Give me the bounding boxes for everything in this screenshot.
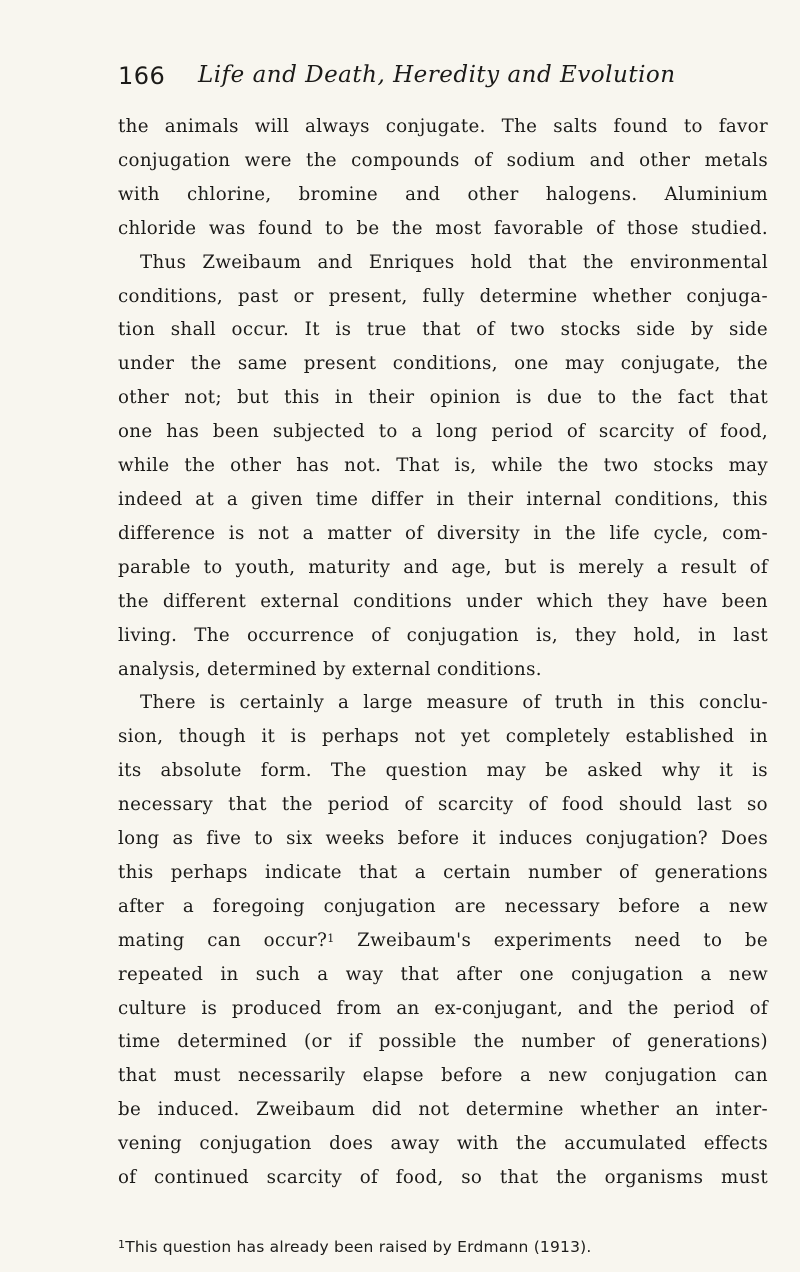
body-text xyxy=(118,110,768,1195)
text-line: vening conjugation does away with the accumulated effects xyxy=(118,1133,768,1155)
text-line: repeated in such a way that after one conjugation a new xyxy=(118,963,768,985)
text-line: There is certainly a large measure of truth in this conclu- xyxy=(140,692,768,714)
text-line: be induced. Zweibaum did not determine whether an inter- xyxy=(118,1099,768,1121)
text-line: with chlorine, bromine and other halogens. Aluminium xyxy=(118,183,768,205)
footnote xyxy=(118,1236,768,1258)
text-line: necessary that the period of scarcity of food should last so xyxy=(118,794,768,816)
running-title: Life and Death, Heredity and Evolution xyxy=(198,62,676,88)
text-line: indeed at a given time differ in their internal conditions, this xyxy=(118,488,768,510)
text-line: long as five to six weeks before it induces conjugation? Does xyxy=(118,828,768,850)
text-line: this perhaps indicate that a certain number of generations xyxy=(118,861,768,883)
text-line: Thus Zweibaum and Enriques hold that the environmental xyxy=(140,251,768,273)
footnote-text: This question has already been raised by Erdmann (1913). xyxy=(125,1238,592,1256)
text-line: conjugation were the compounds of sodium and other metals xyxy=(118,149,768,171)
text-line: other not; but this in their opinion is due to the fact that xyxy=(118,387,768,409)
text-line: conditions, past or present, fully determine whether conjuga- xyxy=(118,285,768,307)
footnote-marker: 1 xyxy=(118,1238,126,1251)
footnote-reference: 1 xyxy=(327,931,335,945)
text-line: its absolute form. The question may be asked why it is xyxy=(118,760,768,782)
text-line: tion shall occur. It is true that of two stocks side by side xyxy=(118,319,768,341)
text-line: under the same present conditions, one may conjugate, the xyxy=(118,353,768,375)
text-line: chloride was found to be the most favorable of those studied. xyxy=(118,217,768,239)
text-line: culture is produced from an ex-conjugant, and the period of xyxy=(118,997,768,1019)
text-line: one has been subjected to a long period of scarcity of food, xyxy=(118,421,768,443)
text-line: that must necessarily elapse before a new conjugation can xyxy=(118,1065,768,1087)
text-fragment: Zweibaum's experiments need to be xyxy=(357,929,768,951)
text-line: living. The occurrence of conjugation is, they hold, in last xyxy=(118,624,768,646)
page-header xyxy=(118,62,678,96)
text-line: difference is not a matter of diversity in the life cycle, com- xyxy=(118,522,768,544)
text-line: the different external conditions under which they have been xyxy=(118,590,768,612)
text-fragment: mating can occur? xyxy=(118,929,328,951)
text-line: sion, though it is perhaps not yet completely established in xyxy=(118,726,768,748)
text-line: analysis, determined by external conditions. xyxy=(118,658,542,680)
text-line: while the other has not. That is, while the two stocks may xyxy=(118,455,768,477)
text-line: after a foregoing conjugation are necessary before a new xyxy=(118,895,768,917)
text-line-with-footnote xyxy=(118,924,768,958)
text-line: parable to youth, maturity and age, but is merely a result of xyxy=(118,556,768,578)
text-line: time determined (or if possible the number of generations) xyxy=(118,1031,768,1053)
text-line: of continued scarcity of food, so that the organisms must xyxy=(118,1167,768,1189)
page-number: 166 xyxy=(118,62,166,90)
text-line: the animals will always conjugate. The salts found to favor xyxy=(118,116,768,137)
